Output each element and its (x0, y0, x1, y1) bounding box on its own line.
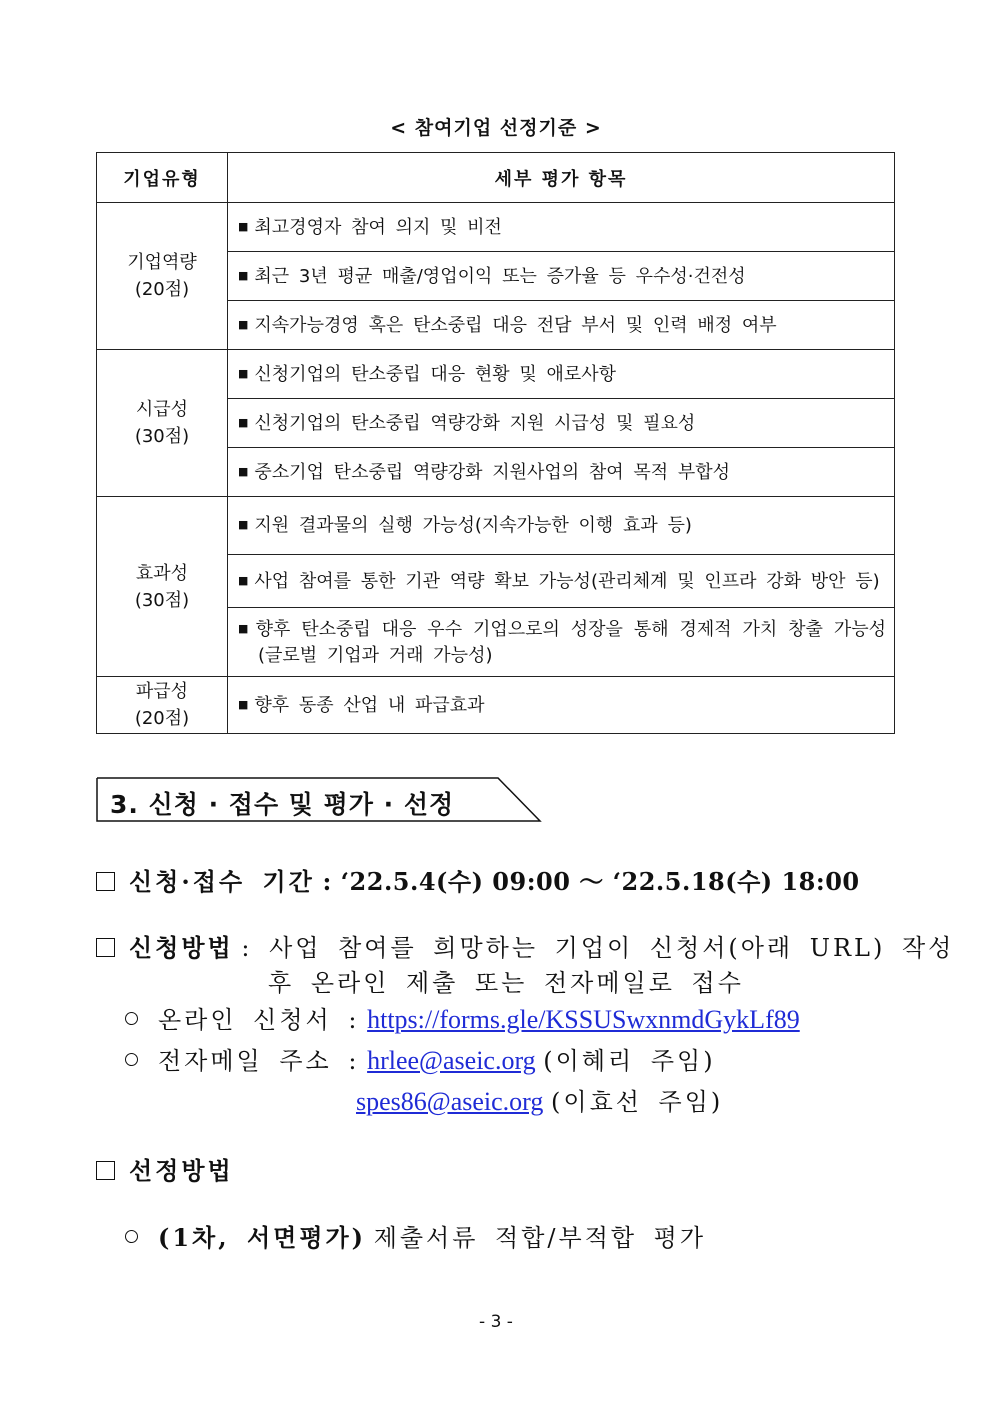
company-type-cell (97, 203, 228, 350)
selection-method (96, 1151, 234, 1186)
step-text: 제출서류 적합/부적합 평가 (373, 1224, 707, 1252)
square-bullet-icon: ■ (238, 268, 249, 282)
selection-step-1 (125, 1218, 706, 1253)
evaluation-item: ■ 최고경영자 참여 의지 및 비전 (228, 203, 895, 252)
online-application (125, 1000, 800, 1035)
table-row (97, 497, 895, 555)
type-score: (20점) (134, 279, 190, 300)
type-name: 기업역량 (127, 252, 197, 273)
circle-bullet-icon (125, 1230, 138, 1243)
square-bullet-icon: ■ (238, 464, 249, 478)
type-name: 효과성 (135, 562, 189, 584)
selection-label: 선정방법 (129, 1156, 234, 1185)
evaluation-item: ■ 향후 동종 산업 내 파급효과 (228, 677, 895, 734)
square-bullet-icon: ■ (238, 518, 249, 531)
evaluation-item: ■ 최근 3년 평균 매출/영업이익 또는 증가율 등 우수성·건전성 (228, 252, 895, 301)
checkbox-square-icon (96, 938, 115, 957)
company-type-cell (97, 350, 228, 497)
square-bullet-icon: ■ (238, 415, 249, 429)
header-evaluation-items: 세부 평가 항목 (228, 153, 895, 203)
method-text-line1: : 사업 참여를 희망하는 기업이 신청서(아래 URL) 작성 (241, 934, 955, 962)
type-score: (30점) (134, 589, 190, 611)
checkbox-square-icon (96, 1161, 115, 1180)
evaluation-item: ■ 지원 결과물의 실행 가능성(지속가능한 이행 효과 등) (228, 497, 895, 555)
section-heading (96, 777, 542, 823)
evaluation-item: ■ 신청기업의 탄소중립 대응 현황 및 애로사항 (228, 350, 895, 399)
email-link-2[interactable]: spes86@aseic.org (356, 1087, 544, 1116)
email-address (125, 1041, 716, 1076)
type-name: 파급성 (135, 681, 189, 702)
online-form-link[interactable]: https://forms.gle/KSSUSwxnmdGykLf89 (367, 1005, 800, 1034)
evaluation-item: ■ 중소기업 탄소중립 역량강화 지원사업의 참여 목적 부합성 (228, 448, 895, 497)
email-note-2: (이효선 주임) (551, 1088, 724, 1116)
type-name: 시급성 (135, 399, 189, 420)
square-bullet-icon: ■ (238, 219, 249, 233)
application-method (96, 928, 954, 963)
period-value: : ‘22.5.4(수) 09:00 ～ ‘22.5.18(수) 18:00 (322, 867, 860, 896)
type-score: (30점) (134, 426, 190, 447)
period-label: 신청·접수 기간 (129, 867, 315, 896)
checkbox-square-icon (96, 872, 115, 891)
square-bullet-icon: ■ (238, 366, 249, 380)
company-type-cell (97, 677, 228, 734)
square-bullet-icon: ■ (238, 621, 250, 635)
table-caption: < 참여기업 선정기준 > (390, 117, 602, 139)
email-label: 전자메일 주소 : (158, 1047, 360, 1075)
method-text-line2: 후 온라인 제출 또는 전자메일로 접수 (268, 969, 744, 997)
online-label: 온라인 신청서 : (158, 1006, 360, 1034)
evaluation-item: ■ 신청기업의 탄소중립 역량강화 지원 시급성 및 필요성 (228, 399, 895, 448)
circle-bullet-icon (125, 1012, 138, 1025)
circle-bullet-icon (125, 1053, 138, 1066)
selection-criteria-table (96, 152, 895, 734)
method-label: 신청방법 (129, 933, 234, 962)
square-bullet-icon: ■ (238, 317, 249, 331)
square-bullet-icon: ■ (238, 697, 249, 711)
type-score: (20점) (134, 708, 190, 729)
square-bullet-icon: ■ (238, 573, 249, 587)
email-address-2 (356, 1082, 723, 1117)
company-type-cell (97, 497, 228, 677)
table-row (97, 350, 895, 399)
table-header-row (97, 153, 895, 203)
section-title: 3. 신청 · 접수 및 평가 · 선정 (110, 790, 455, 819)
table-row (97, 203, 895, 252)
email-note-1: (이혜리 주임) (543, 1047, 716, 1075)
application-period (96, 862, 860, 897)
evaluation-item: ■ 사업 참여를 통한 기관 역량 확보 가능성(관리체계 및 인프라 강화 방안 등) (228, 555, 895, 608)
evaluation-item: ■ 지속가능경영 혹은 탄소중립 대응 전담 부서 및 인력 배정 여부 (228, 301, 895, 350)
table-row (97, 677, 895, 734)
page-number: - 3 - (479, 1312, 513, 1332)
step-label: (1차, 서면평가) (158, 1223, 367, 1252)
email-link-1[interactable]: hrlee@aseic.org (367, 1046, 536, 1075)
evaluation-item: ■ 향후 탄소중립 대응 우수 기업으로의 성장을 통해 경제적 가치 창출 가능성 (글로벌 기업과 거래 가능성) (228, 608, 895, 677)
header-company-type: 기업유형 (97, 153, 228, 203)
